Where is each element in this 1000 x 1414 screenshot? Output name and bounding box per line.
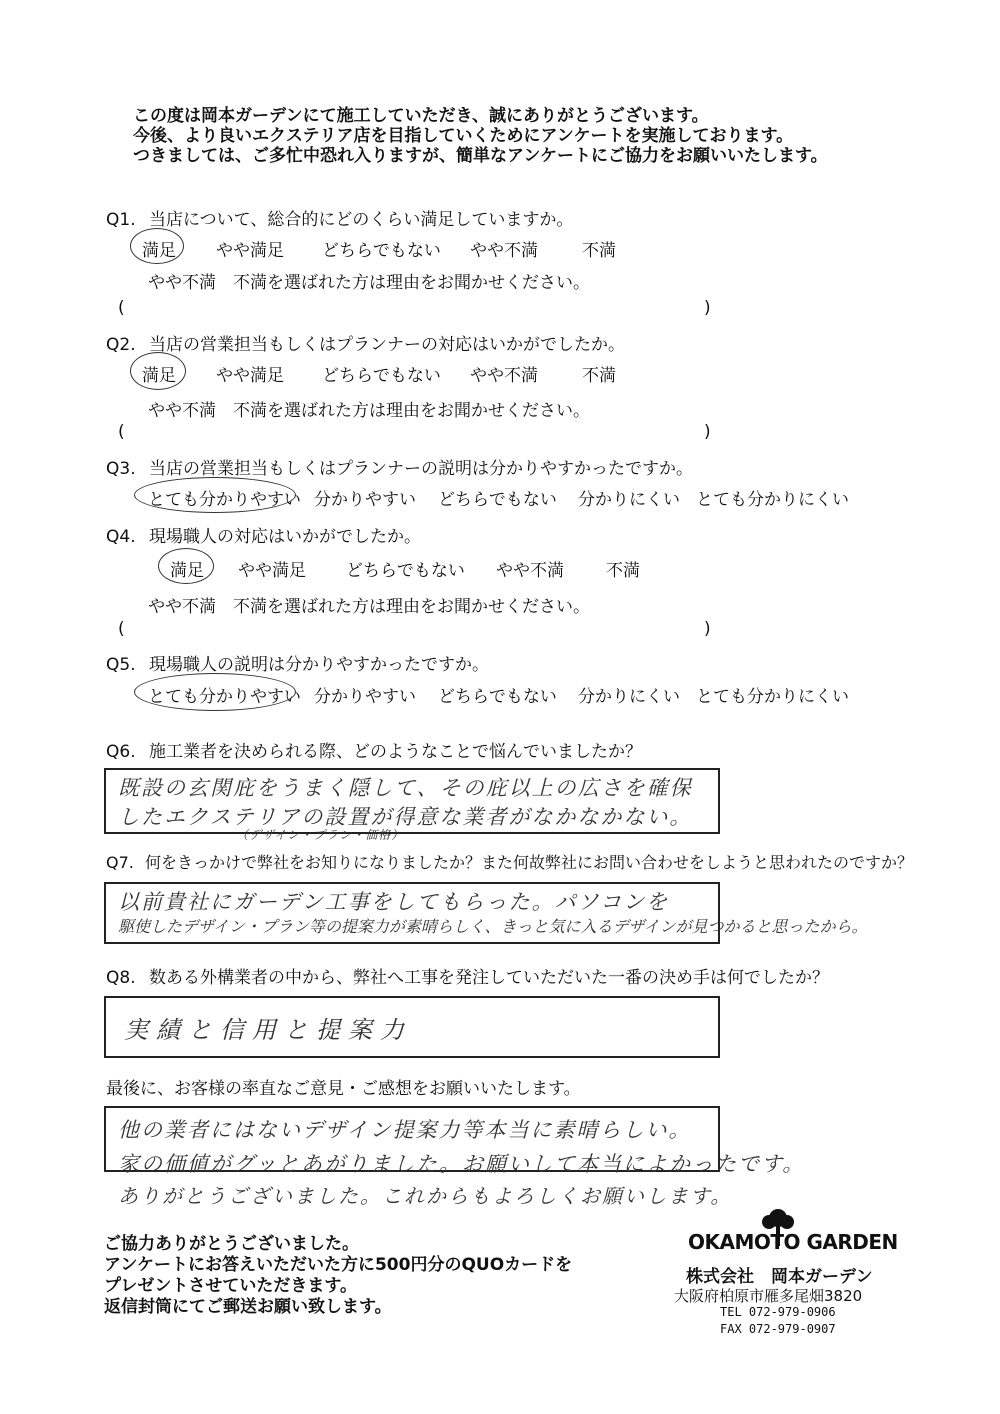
q3-option-3[interactable]: どちらでもない	[438, 490, 557, 510]
q7-answer-line-2: 駆使したデザイン・プラン等の提案力が素晴らしく、きっと気に入るデザインが見つかると思ったから。	[118, 917, 868, 936]
q5-selected-circle	[134, 673, 296, 711]
final-answer-line-3: ありがとうございました。これからもよろしくお願いします。	[118, 1184, 733, 1208]
q3-option-1[interactable]: とても分かりやすい	[148, 490, 301, 510]
q2-option-3[interactable]: どちらでもない	[322, 366, 441, 386]
q2-paren-close: )	[704, 422, 711, 442]
q1-reason-prompt: やや不満 不満を選ばれた方は理由をお聞かせください。	[148, 273, 590, 293]
q5-question	[106, 650, 489, 675]
q1-option-3[interactable]: どちらでもない	[322, 241, 441, 261]
q1-question	[106, 205, 573, 230]
q8-answer: 実績と信用と提案力	[124, 1016, 412, 1044]
q5-label: Q5.	[106, 655, 136, 675]
q2-reason-prompt: やや不満 不満を選ばれた方は理由をお聞かせください。	[148, 401, 590, 421]
q4-reason-prompt: やや不満 不満を選ばれた方は理由をお聞かせください。	[148, 597, 590, 617]
q6-label: Q6.	[106, 742, 136, 762]
q8-question	[106, 963, 829, 988]
q5-option-5[interactable]: とても分かりにくい	[696, 687, 849, 707]
q4-label: Q4.	[106, 527, 136, 547]
q1-option-1[interactable]: 満足	[142, 241, 176, 261]
thanks-text	[104, 1234, 572, 1318]
q1-paren-close: )	[704, 298, 711, 318]
q1-text: 当店について、総合的にどのくらい満足していますか。	[149, 210, 574, 230]
q3-option-2[interactable]: 分かりやすい	[314, 490, 416, 510]
q2-option-1[interactable]: 満足	[142, 366, 176, 386]
q4-text: 現場職人の対応はいかがでしたか。	[149, 527, 422, 547]
company-tel: TEL 072-979-0906	[720, 1305, 836, 1319]
final-answer-line-1: 他の業者にはないデザイン提案力等本当に素晴らしい。	[118, 1118, 692, 1142]
q7-question	[106, 850, 913, 873]
q4-question	[106, 522, 421, 547]
q7-label: Q7.	[106, 853, 134, 872]
q4-option-4[interactable]: やや不満	[496, 561, 564, 581]
thanks-line: プレゼントさせていただきます。	[104, 1276, 357, 1296]
q5-option-3[interactable]: どちらでもない	[438, 687, 557, 707]
q1-label: Q1.	[106, 210, 136, 230]
q6-answer-line-1: 既設の玄関庇をうまく隠して、その庇以上の広さを確保	[118, 776, 693, 800]
q2-paren-open: (	[118, 422, 125, 442]
q5-text: 現場職人の説明は分かりやすかったですか。	[149, 655, 490, 675]
q4-paren-close: )	[704, 619, 711, 639]
thanks-line: ご協力ありがとうございました。	[104, 1234, 359, 1254]
q3-text: 当店の営業担当もしくはプランナーの説明は分かりやすかったですか。	[149, 459, 694, 479]
q3-label: Q3.	[106, 459, 136, 479]
q1-option-5[interactable]: 不満	[582, 241, 616, 261]
intro-line: この度は岡本ガーデンにて施工していただき、誠にありがとうございます。	[133, 106, 709, 126]
q1-paren-open: (	[118, 298, 125, 318]
final-answer-line-2: 家の価値がグッとあがりました。お願いして本当によかったです。	[118, 1152, 806, 1176]
q7-answer-line-1: 以前貴社にガーデン工事をしてもらった。パソコンを	[118, 890, 670, 914]
q3-option-5[interactable]: とても分かりにくい	[696, 490, 849, 510]
q4-option-1[interactable]: 満足	[170, 561, 204, 581]
q5-option-4[interactable]: 分かりにくい	[578, 687, 680, 707]
thanks-line: 返信封筒にてご郵送お願い致します。	[104, 1297, 392, 1317]
q1-option-2[interactable]: やや満足	[216, 241, 284, 261]
q8-label: Q8.	[106, 968, 136, 988]
company-address: 大阪府柏原市雁多尾畑3820	[674, 1287, 863, 1305]
q4-selected-circle	[158, 548, 214, 584]
company-fax: FAX 072-979-0907	[720, 1322, 836, 1336]
q2-option-5[interactable]: 不満	[582, 366, 616, 386]
q3-selected-circle	[134, 477, 296, 513]
q2-selected-circle	[130, 352, 186, 390]
q2-option-4[interactable]: やや不満	[470, 366, 538, 386]
q4-option-2[interactable]: やや満足	[238, 561, 306, 581]
q4-paren-open: (	[118, 619, 125, 639]
q2-label: Q2.	[106, 335, 136, 355]
q1-selected-circle	[130, 228, 184, 264]
q4-option-5[interactable]: 不満	[606, 561, 640, 581]
q5-option-1[interactable]: とても分かりやすい	[148, 687, 301, 707]
q2-text: 当店の営業担当もしくはプランナーの対応はいかがでしたか。	[149, 335, 626, 355]
q3-option-4[interactable]: 分かりにくい	[578, 490, 680, 510]
intro-text	[133, 106, 828, 166]
q5-option-2[interactable]: 分かりやすい	[314, 687, 416, 707]
company-logo: OKAMOTO GARDEN	[688, 1230, 898, 1254]
q2-question	[106, 330, 625, 355]
q6-answer-note: （デザイン・プラン・価格）	[236, 828, 405, 842]
company-name: 株式会社 岡本ガーデン	[686, 1267, 873, 1287]
q3-question	[106, 454, 693, 479]
q6-question	[106, 737, 642, 762]
q7-text: 何をきっかけで弊社をお知りになりましたか？また何故弊社にお問い合わせをしようと思われたのですか？	[144, 853, 913, 872]
q6-text: 施工業者を決められる際、どのようなことで悩んでいましたか？	[149, 742, 643, 762]
q8-text: 数ある外構業者の中から、弊社へ工事を発注していただいた一番の決め手は何でしたか？	[149, 968, 830, 988]
intro-line: つきましては、ご多忙中恐れ入りますが、簡単なアンケートにご協力をお願いいたします。	[133, 146, 828, 166]
intro-line: 今後、より良いエクステリア店を目指していくためにアンケートを実施しております。	[133, 126, 794, 146]
thanks-line: アンケートにお答えいただいた方に500円分のQUOカードを	[104, 1255, 573, 1275]
q4-option-3[interactable]: どちらでもない	[346, 561, 465, 581]
q6-answer-line-2: したエクステリアの設置が得意な業者がなかなかない。	[118, 805, 693, 829]
q1-option-4[interactable]: やや不満	[470, 241, 538, 261]
q2-option-2[interactable]: やや満足	[216, 366, 284, 386]
final-question: 最後に、お客様の率直なご意見・ご感想をお願いいたします。	[106, 1079, 581, 1099]
